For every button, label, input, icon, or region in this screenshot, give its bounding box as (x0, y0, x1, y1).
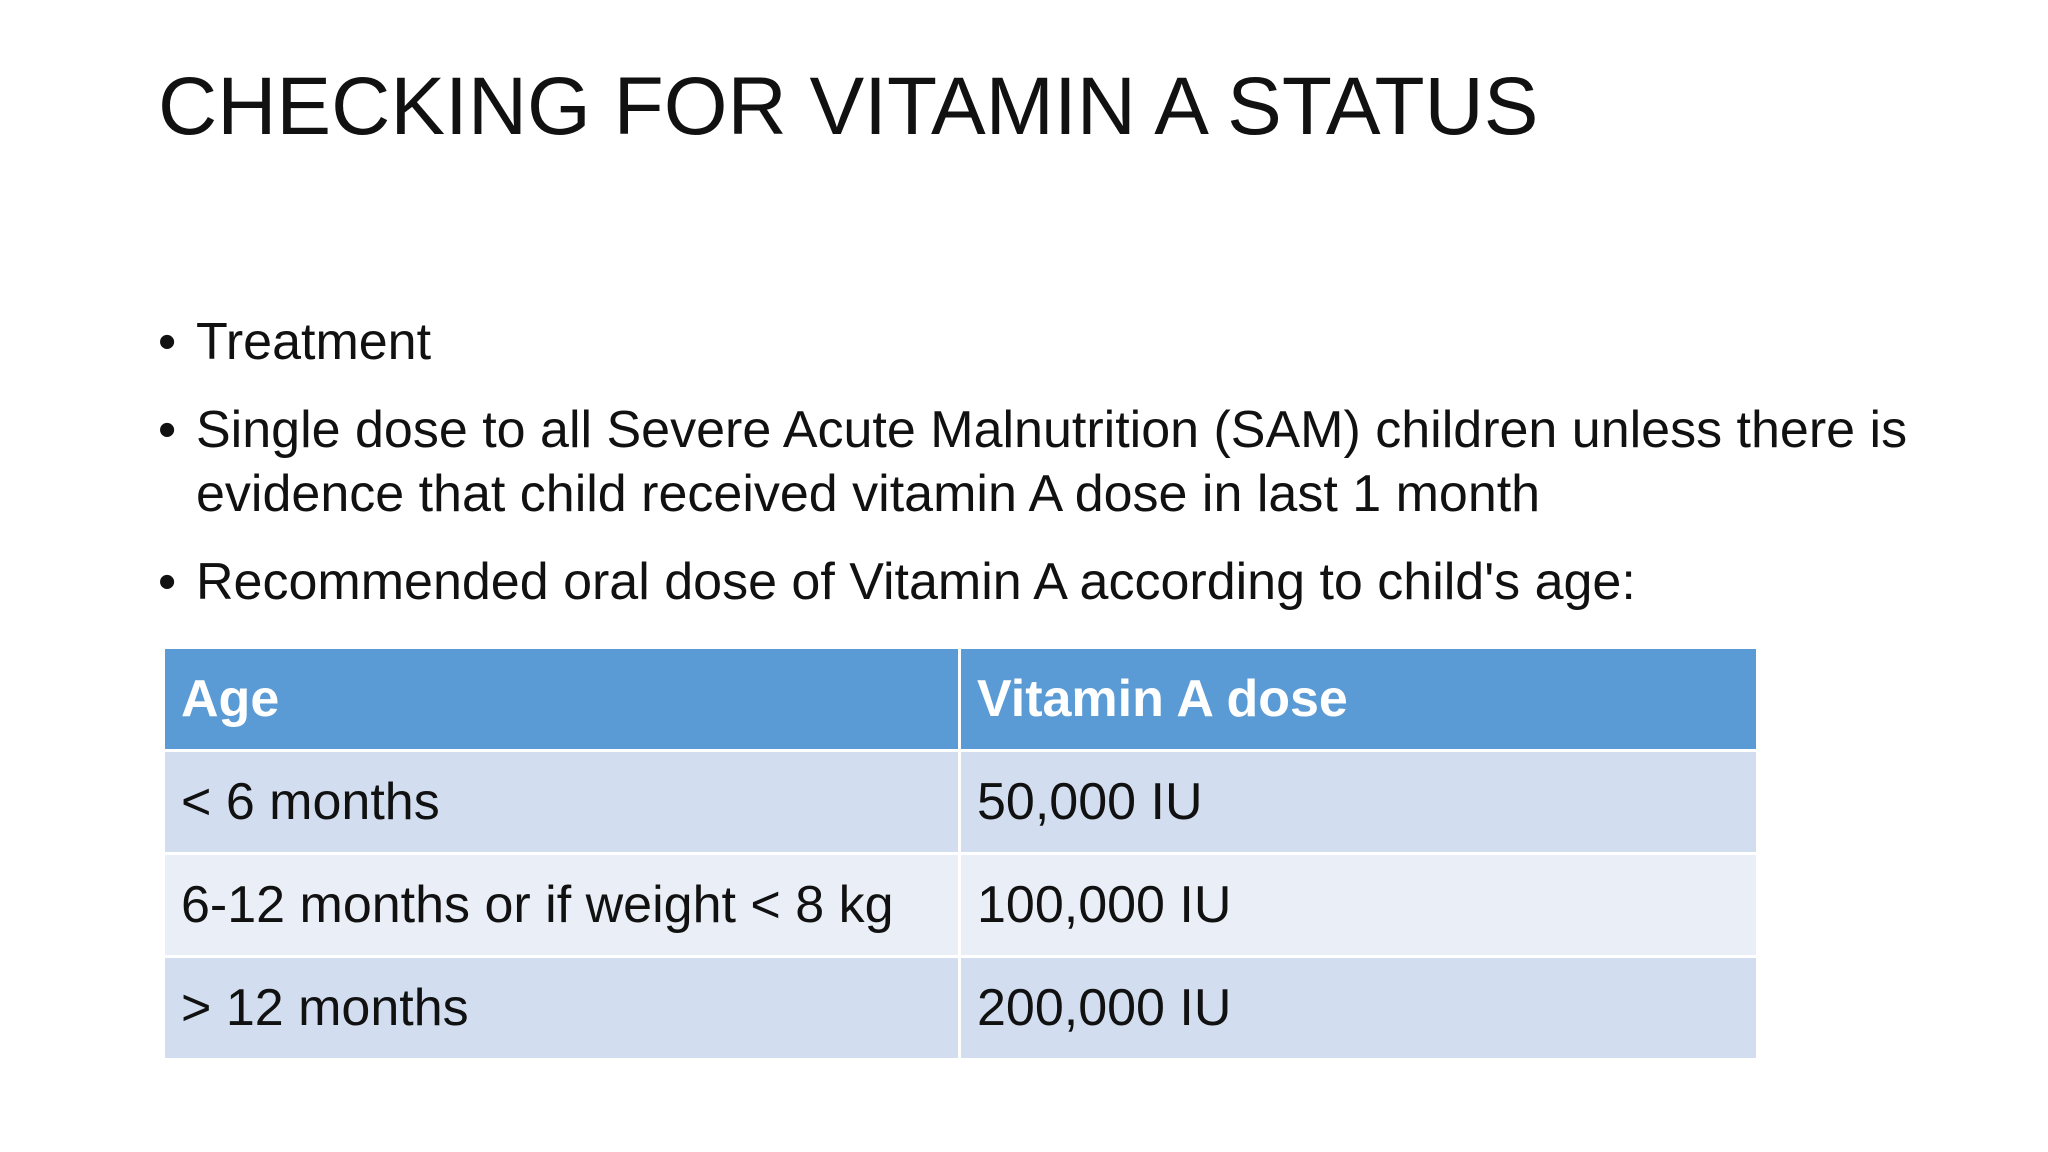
bullet-item (158, 310, 1938, 374)
vitamin-a-dose-table (162, 646, 1759, 1061)
bullet-text: Treatment (196, 313, 432, 371)
bullet-item (158, 550, 1938, 614)
table-row (164, 854, 1758, 957)
header-cell-dose: Vitamin A dose (960, 648, 1758, 751)
bullet-list (158, 310, 1938, 638)
table-row (164, 957, 1758, 1060)
table-header-row (164, 648, 1758, 751)
table-cell-dose: 100,000 IU (960, 854, 1758, 957)
table-cell-age: 6-12 months or if weight < 8 kg (164, 854, 960, 957)
table-cell-age: > 12 months (164, 957, 960, 1060)
table-cell-dose: 50,000 IU (960, 751, 1758, 854)
bullet-dot-icon: • (158, 313, 177, 371)
slide-title: CHECKING FOR VITAMIN A STATUS (158, 61, 1539, 152)
table-row (164, 751, 1758, 854)
bullet-text: Single dose to all Severe Acute Malnutrition (SAM) children unless there is evidence that child received vitamin A dose in last 1 month (196, 401, 1908, 523)
bullet-dot-icon: • (158, 553, 177, 611)
bullet-dot-icon: • (158, 401, 177, 459)
table-cell-age: < 6 months (164, 751, 960, 854)
bullet-item (158, 398, 1938, 526)
header-cell-age: Age (164, 648, 960, 751)
bullet-text: Recommended oral dose of Vitamin A according to child's age: (196, 553, 1636, 611)
table-cell-dose: 200,000 IU (960, 957, 1758, 1060)
